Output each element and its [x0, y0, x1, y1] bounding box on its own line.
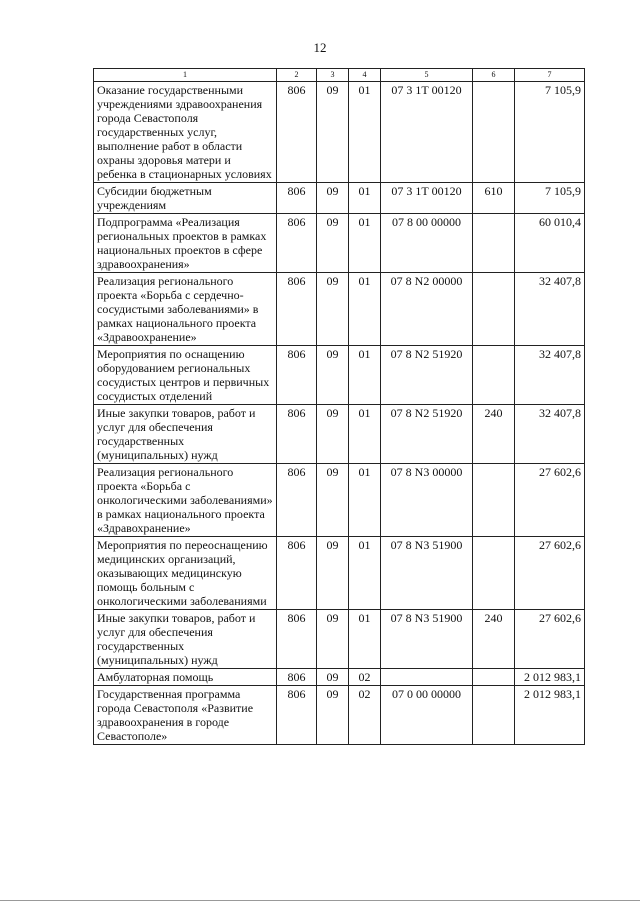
- column-header: 1: [94, 69, 277, 82]
- target-article-cell: 07 3 1Т 00120: [381, 82, 473, 183]
- target-article-cell: 07 8 N3 51900: [381, 537, 473, 610]
- amount-cell: 32 407,8: [515, 346, 585, 405]
- column-header: 3: [317, 69, 349, 82]
- target-article-cell: 07 0 00 00000: [381, 686, 473, 745]
- table-row: [94, 346, 585, 405]
- expense-type-cell: [473, 464, 515, 537]
- table-row: [94, 464, 585, 537]
- expense-type-cell: [473, 273, 515, 346]
- subsection-code-cell: 01: [349, 405, 381, 464]
- table-row: [94, 183, 585, 214]
- item-name-cell: Амбулаторная помощь: [94, 669, 277, 686]
- ministry-code-cell: 806: [277, 273, 317, 346]
- target-article-cell: 07 8 N3 51900: [381, 610, 473, 669]
- section-code-cell: 09: [317, 669, 349, 686]
- item-name-cell: Мероприятия по переоснащению медицинских организаций, оказывающих медицинскую помощь больным с онкологическими заболеваниями: [94, 537, 277, 610]
- section-code-cell: 09: [317, 183, 349, 214]
- column-header: 7: [515, 69, 585, 82]
- subsection-code-cell: 01: [349, 610, 381, 669]
- target-article-cell: 07 8 N2 00000: [381, 273, 473, 346]
- item-name-cell: Иные закупки товаров, работ и услуг для обеспечения государственных (муниципальных) нужд: [94, 610, 277, 669]
- page-edge-divider: [0, 900, 640, 901]
- section-code-cell: 09: [317, 214, 349, 273]
- target-article-cell: 07 8 N2 51920: [381, 346, 473, 405]
- section-code-cell: 09: [317, 464, 349, 537]
- item-name-cell: Мероприятия по оснащению оборудованием региональных сосудистых центров и первичных сосудистых отделений: [94, 346, 277, 405]
- amount-cell: 60 010,4: [515, 214, 585, 273]
- section-code-cell: 09: [317, 405, 349, 464]
- subsection-code-cell: 01: [349, 183, 381, 214]
- amount-cell: 2 012 983,1: [515, 686, 585, 745]
- expense-type-cell: [473, 346, 515, 405]
- amount-cell: 7 105,9: [515, 82, 585, 183]
- ministry-code-cell: 806: [277, 82, 317, 183]
- amount-cell: 27 602,6: [515, 537, 585, 610]
- page-number: 12: [313, 40, 327, 55]
- amount-cell: 2 012 983,1: [515, 669, 585, 686]
- amount-cell: 7 105,9: [515, 183, 585, 214]
- column-header: 5: [381, 69, 473, 82]
- section-code-cell: 09: [317, 273, 349, 346]
- amount-cell: 32 407,8: [515, 405, 585, 464]
- item-name-cell: Реализация регионального проекта «Борьба с онкологическими заболеваниями» в рамках национального проекта «Здравохранение»: [94, 464, 277, 537]
- table-row: [94, 610, 585, 669]
- item-name-cell: Государственная программа города Севастополя «Развитие здравоохранения в городе Севастополе»: [94, 686, 277, 745]
- subsection-code-cell: 01: [349, 273, 381, 346]
- ministry-code-cell: 806: [277, 346, 317, 405]
- expense-type-cell: [473, 537, 515, 610]
- ministry-code-cell: 806: [277, 405, 317, 464]
- item-name-cell: Субсидии бюджетным учреждениям: [94, 183, 277, 214]
- item-name-cell: Иные закупки товаров, работ и услуг для обеспечения государственных (муниципальных) нужд: [94, 405, 277, 464]
- target-article-cell: 07 3 1Т 00120: [381, 183, 473, 214]
- target-article-cell: 07 8 N3 00000: [381, 464, 473, 537]
- column-header: 4: [349, 69, 381, 82]
- ministry-code-cell: 806: [277, 183, 317, 214]
- table-row: [94, 214, 585, 273]
- target-article-cell: 07 8 N2 51920: [381, 405, 473, 464]
- subsection-code-cell: 01: [349, 214, 381, 273]
- expense-type-cell: 240: [473, 405, 515, 464]
- ministry-code-cell: 806: [277, 214, 317, 273]
- table-body: [94, 82, 585, 745]
- amount-cell: 32 407,8: [515, 273, 585, 346]
- item-name-cell: Реализация регионального проекта «Борьба с сердечно-сосудистыми заболеваниями» в рамках национального проекта «Здравоохранение»: [94, 273, 277, 346]
- target-article-cell: 07 8 00 00000: [381, 214, 473, 273]
- subsection-code-cell: 01: [349, 82, 381, 183]
- table-row: [94, 537, 585, 610]
- expense-type-cell: [473, 82, 515, 183]
- item-name-cell: Подпрограмма «Реализация региональных проектов в рамках национальных проектов в сфере здравоохранения»: [94, 214, 277, 273]
- expense-type-cell: [473, 669, 515, 686]
- section-code-cell: 09: [317, 610, 349, 669]
- expense-type-cell: [473, 214, 515, 273]
- table-row: [94, 669, 585, 686]
- expense-type-cell: 610: [473, 183, 515, 214]
- subsection-code-cell: 02: [349, 686, 381, 745]
- subsection-code-cell: 01: [349, 537, 381, 610]
- subsection-code-cell: 02: [349, 669, 381, 686]
- ministry-code-cell: 806: [277, 669, 317, 686]
- ministry-code-cell: 806: [277, 537, 317, 610]
- target-article-cell: [381, 669, 473, 686]
- section-code-cell: 09: [317, 346, 349, 405]
- table-row: [94, 273, 585, 346]
- column-header: 2: [277, 69, 317, 82]
- section-code-cell: 09: [317, 686, 349, 745]
- amount-cell: 27 602,6: [515, 610, 585, 669]
- table-row: [94, 686, 585, 745]
- budget-table: [93, 68, 585, 745]
- subsection-code-cell: 01: [349, 346, 381, 405]
- table-row: [94, 405, 585, 464]
- table-row: [94, 82, 585, 183]
- amount-cell: 27 602,6: [515, 464, 585, 537]
- section-code-cell: 09: [317, 82, 349, 183]
- expense-type-cell: [473, 686, 515, 745]
- section-code-cell: 09: [317, 537, 349, 610]
- column-header: 6: [473, 69, 515, 82]
- ministry-code-cell: 806: [277, 610, 317, 669]
- ministry-code-cell: 806: [277, 464, 317, 537]
- ministry-code-cell: 806: [277, 686, 317, 745]
- subsection-code-cell: 01: [349, 464, 381, 537]
- column-number-row: [94, 69, 585, 82]
- expense-type-cell: 240: [473, 610, 515, 669]
- item-name-cell: Оказание государственными учреждениями здравоохранения города Севастополя государственных услуг, выполнение работ в области охраны здоровья матери и ребенка в стационарных условиях: [94, 82, 277, 183]
